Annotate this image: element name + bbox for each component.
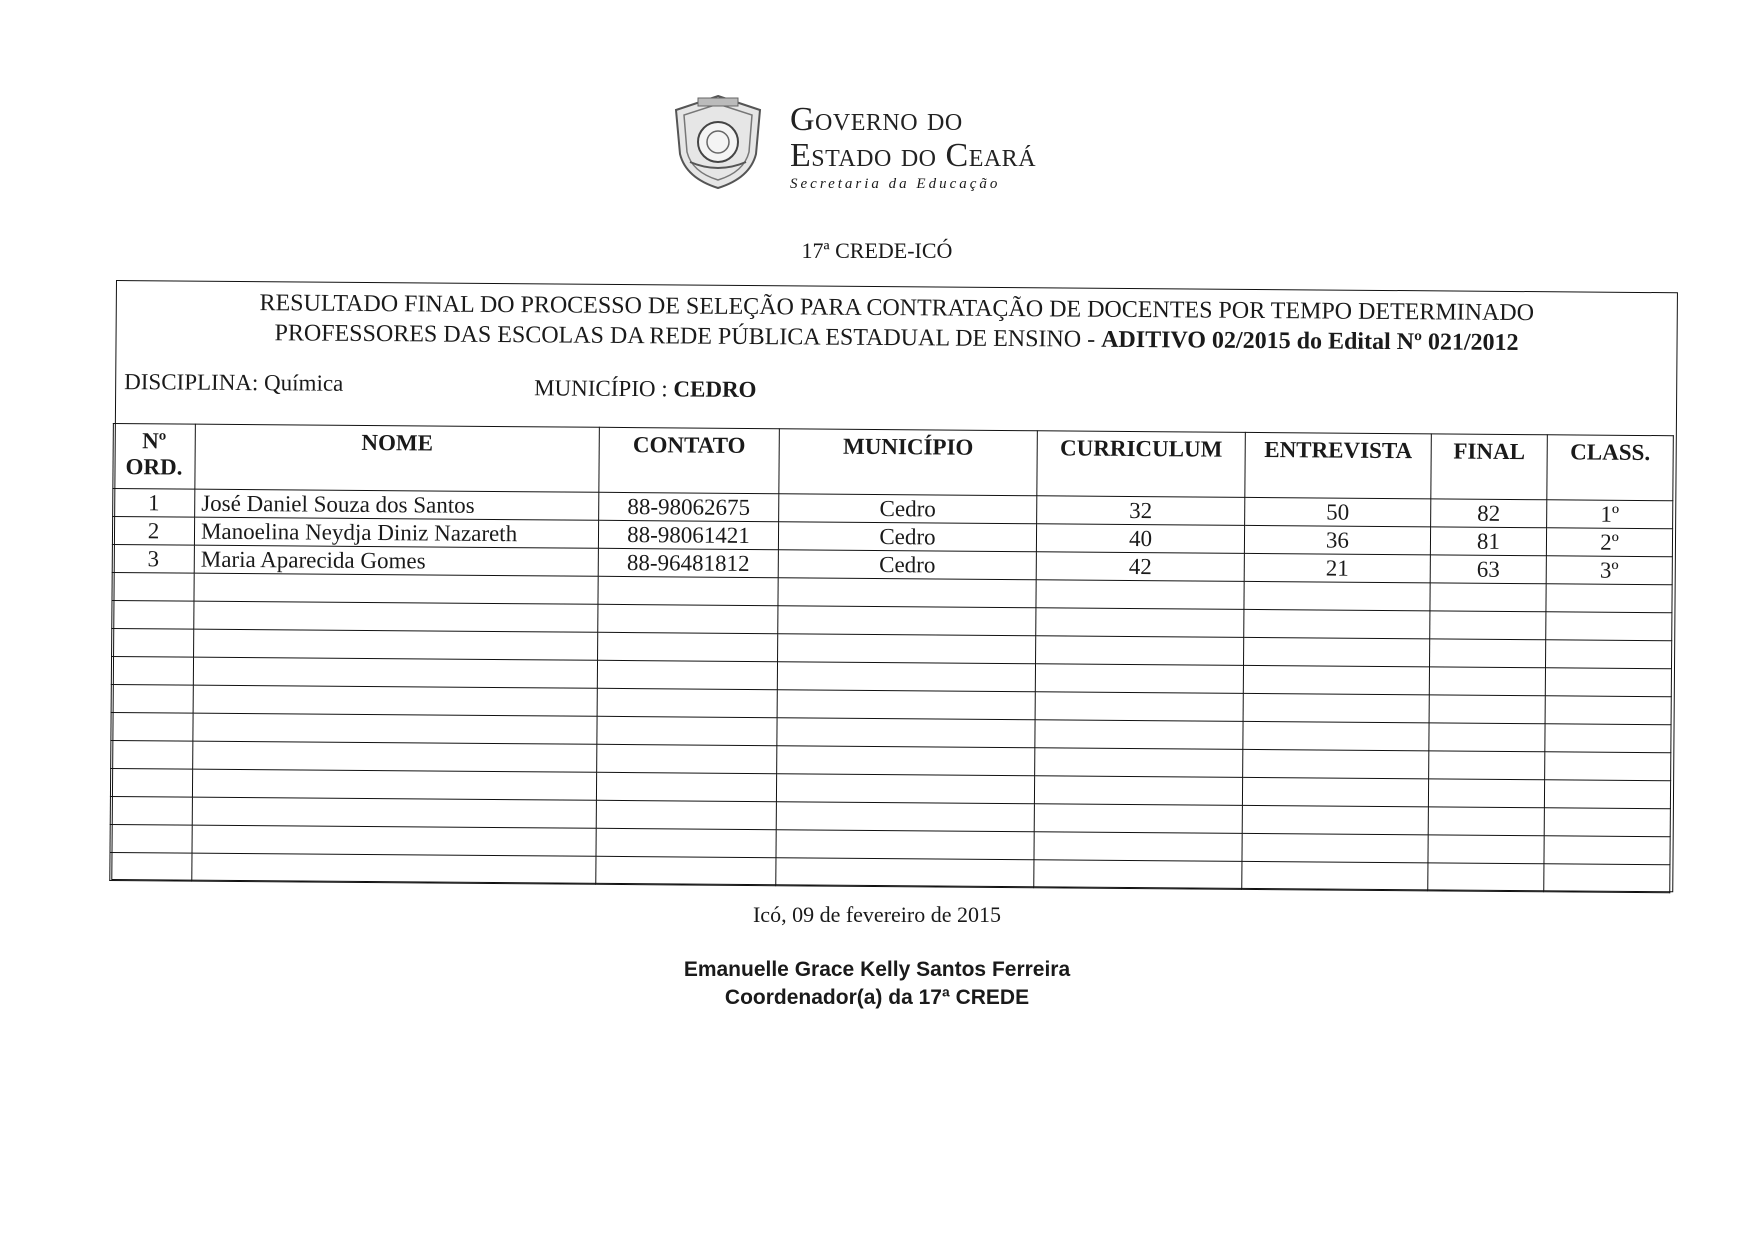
cell-municipio: Cedro [778, 522, 1036, 552]
cell-class: 1º [1547, 500, 1673, 529]
column-header-curriculum: CURRICULUM [1037, 431, 1246, 498]
cell-entrevista: 36 [1244, 525, 1430, 554]
cell-contato: 88-98061421 [598, 520, 778, 549]
table-header-row [113, 423, 1673, 500]
government-title-line2: Estado do Ceará [790, 137, 1037, 174]
cell-nome: José Daniel Souza dos Santos [195, 489, 599, 520]
cell-final: 81 [1430, 527, 1546, 556]
column-header-nome: NOME [195, 424, 599, 492]
municipio-value: CEDRO [673, 376, 757, 403]
cell-entrevista: 50 [1245, 497, 1431, 526]
disciplina-label: DISCIPLINA: [124, 369, 259, 396]
cell-entrevista: 21 [1244, 553, 1430, 582]
government-title-line1: Governo do [790, 101, 963, 138]
municipio-label: MUNICÍPIO : [534, 375, 668, 402]
signatory-name: Emanuelle Grace Kelly Santos Ferreira [683, 958, 1071, 981]
column-header-municipio: MUNICÍPIO [779, 429, 1038, 496]
cell-nome: Maria Aparecida Gomes [194, 545, 598, 576]
column-header-final: FINAL [1431, 434, 1548, 500]
crede-label: 17ª CREDE-ICÓ [801, 238, 953, 263]
document-title-line2-text: PROFESSORES DAS ESCOLAS DA REDE PÚBLICA ESTADUAL DE ENSINO - [274, 320, 1096, 353]
results-table [109, 423, 1674, 893]
cell-municipio: Cedro [778, 550, 1036, 580]
secretariat-subtitle: Secretaria da Educação [790, 176, 1001, 192]
column-header-entrevista: ENTREVISTA [1245, 432, 1432, 498]
signatory-role: Coordenador(a) da 17ª CREDE [724, 986, 1030, 1009]
municipio-line [534, 375, 757, 403]
government-header [670, 92, 1130, 192]
cell-ord: 2 [112, 516, 194, 545]
cell-curriculum: 40 [1036, 524, 1244, 554]
results-frame [111, 280, 1678, 892]
cell-class: 2º [1546, 528, 1672, 557]
government-title [790, 102, 1036, 193]
cell-ord: 3 [112, 544, 194, 573]
cell-curriculum: 32 [1037, 496, 1245, 526]
document-title-line1: RESULTADO FINAL DO PROCESSO DE SELEÇÃO PARA CONTRATAÇÃO DE DOCENTES POR TEMPO DETERMINADO [259, 290, 1535, 327]
cell-curriculum: 42 [1036, 552, 1244, 582]
cell-final: 82 [1431, 499, 1547, 528]
cell-nome: Manoelina Neydja Diniz Nazareth [194, 517, 598, 548]
aditivo-reference: ADITIVO 02/2015 do Edital Nº 021/2012 [1101, 326, 1519, 357]
cell-contato: 88-98062675 [599, 492, 779, 521]
cell-class: 3º [1546, 556, 1672, 585]
date-line: Icó, 09 de fevereiro de 2015 [752, 902, 1001, 927]
column-header-class: CLASS. [1547, 435, 1674, 501]
cell-final: 63 [1430, 555, 1546, 584]
disciplina-line [124, 369, 343, 397]
cell-ord: 1 [113, 488, 195, 517]
cell-contato: 88-96481812 [598, 548, 778, 577]
column-header-contato: CONTATO [599, 427, 780, 493]
column-header-ord: Nº ORD. [113, 423, 196, 489]
cell-municipio: Cedro [779, 494, 1037, 524]
state-coat-of-arms-icon [670, 92, 766, 192]
disciplina-value: Química [264, 370, 344, 396]
